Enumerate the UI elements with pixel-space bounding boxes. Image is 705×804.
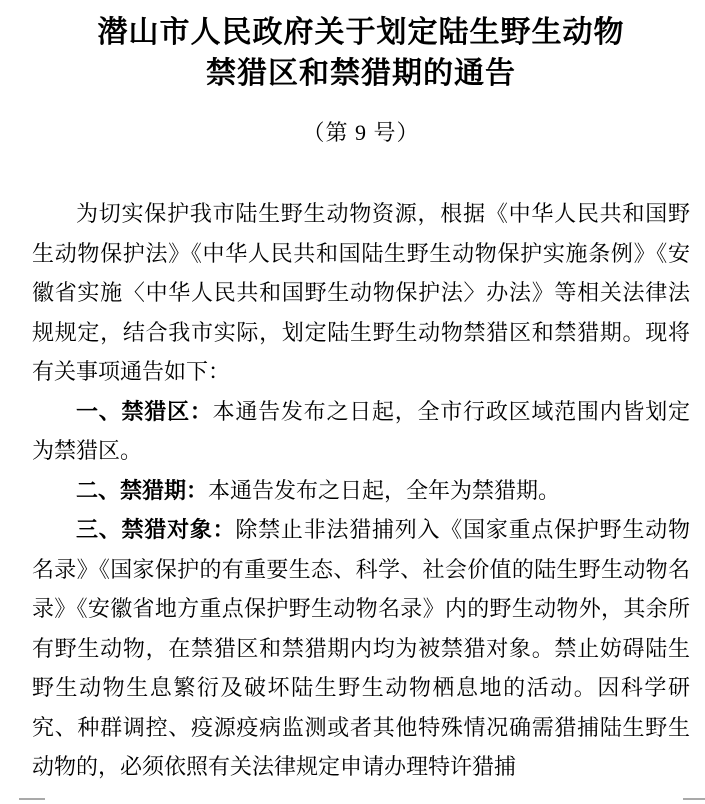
section-hunting-ban-area-label: 一、禁猎区： <box>76 398 213 424</box>
section-hunting-ban-area <box>32 392 690 471</box>
document-title <box>32 0 690 94</box>
document-title-line-2: 禁猎区和禁猎期的通告 <box>206 57 516 90</box>
doc-number: （第 9 号） <box>302 120 420 145</box>
document-body <box>32 194 690 787</box>
section-hunting-ban-period <box>32 471 690 511</box>
section-hunting-ban-period-label: 二、禁猎期： <box>76 477 209 503</box>
section-hunting-ban-period-text: 本通告发布之日起，全年为禁猎期。 <box>208 477 561 503</box>
section-hunting-ban-area-text: 本通告发布之日起，全市行政区域范围内皆划定为禁猎区。 <box>32 398 690 463</box>
text-boundary-mark-right <box>683 798 705 800</box>
document-title-line-1: 潜山市人民政府关于划定陆生野生动物 <box>97 16 625 49</box>
intro-paragraph: 为切实保护我市陆生野生动物资源，根据《中华人民共和国野生动物保护法》《中华人民共和国陆生野生动物保护实施条例》《安徽省实施〈中华人民共和国野生动物保护法〉办法》等相关法律法规规定，结合我市实际，划定陆生野生动物禁猎区和禁猎期。现将有关事项通告如下： <box>32 201 690 384</box>
section-hunting-ban-targets <box>32 510 690 787</box>
section-hunting-ban-targets-label: 三、禁猎对象： <box>76 517 236 542</box>
section-hunting-ban-targets-text: 除禁止非法猎捕列入《国家重点保护野生动物名录》《国家保护的有重要生态、科学、社会价值的陆生野生动物名录》《安徽省地方重点保护野生动物名录》内的野生动物外，其余所有野生动物，在禁猎区和禁猎期内均为被禁猎对象。禁止妨碍陆生野生动物生息繁衍及破坏陆生野生动物栖息地的活动。因科学研究、种群调控、疫源疫病监测或者其他特殊情况确需猎捕陆生野生动物的，必须依照有关法律规定申请办理特许猎捕 <box>32 517 690 779</box>
text-boundary-mark-left <box>19 798 45 800</box>
